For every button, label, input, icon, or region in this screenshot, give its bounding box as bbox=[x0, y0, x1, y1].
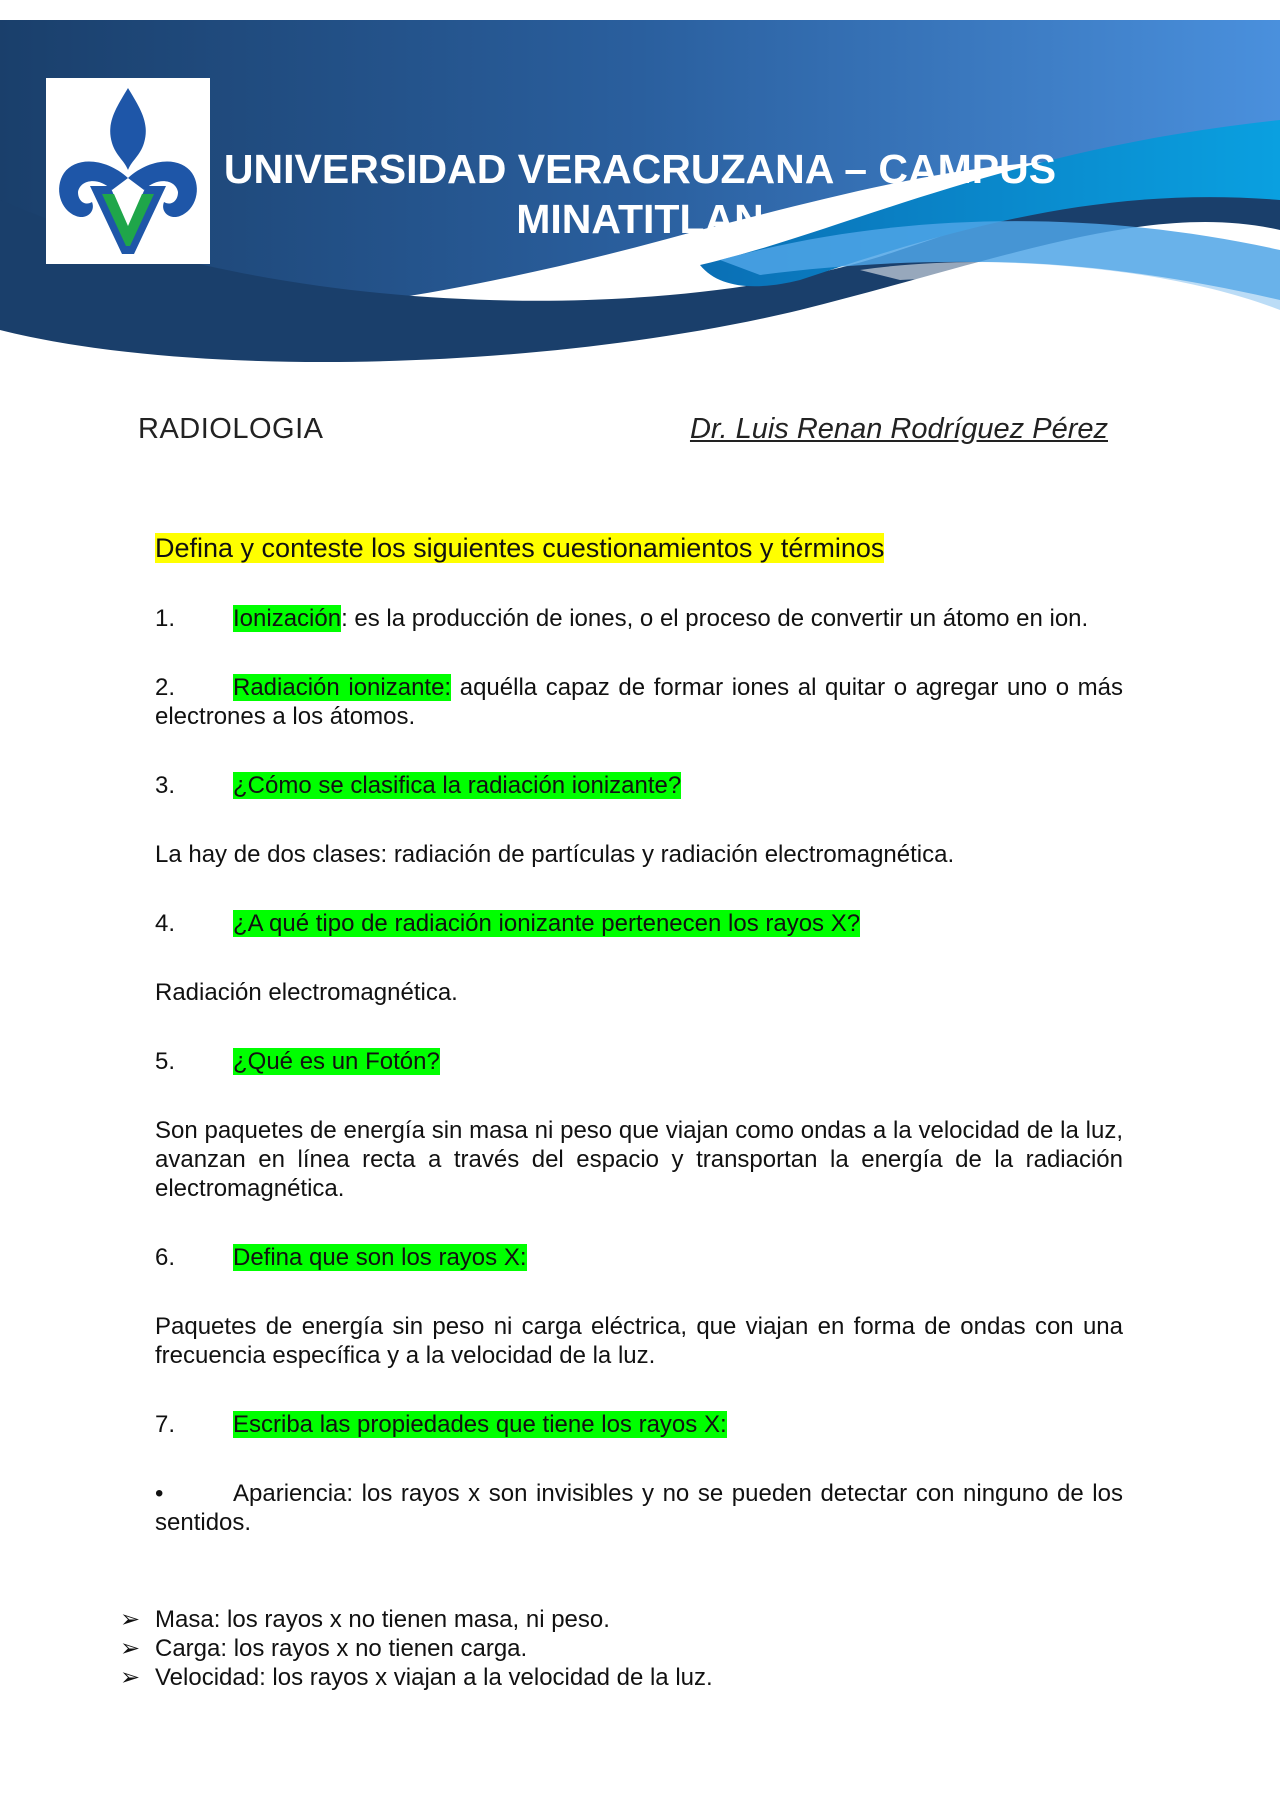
definition-text: aquélla capaz de formar iones al quitar o agregar uno o más electrones a los átomos. bbox=[155, 674, 1124, 730]
arrow-bullet-icon: ➢ bbox=[120, 1664, 141, 1691]
question-5 bbox=[155, 1047, 1123, 1076]
answer-3: La hay de dos clases: radiación de partículas y radiación electromagnética. bbox=[155, 841, 955, 868]
question-number: 5. bbox=[155, 1048, 176, 1075]
question-number: 7. bbox=[155, 1411, 176, 1438]
question-number: 2. bbox=[155, 674, 176, 701]
term-highlight: Ionización bbox=[233, 605, 342, 632]
university-title-line1: UNIVERSIDAD VERACRUZANA – CAMPUS bbox=[223, 146, 1057, 192]
question-highlight: Escriba las propiedades que tiene los rayos X: bbox=[233, 1411, 727, 1438]
question-number: 3. bbox=[155, 772, 176, 799]
question-7 bbox=[155, 1410, 1123, 1439]
arrow-bullet-icon: ➢ bbox=[120, 1635, 141, 1662]
list-item-text: Velocidad: los rayos x viajan a la velocidad de la luz. bbox=[155, 1664, 713, 1691]
question-highlight: ¿A qué tipo de radiación ionizante pertenecen los rayos X? bbox=[233, 910, 861, 937]
answer-6: Paquetes de energía sin peso ni carga eléctrica, que viajan en forma de ondas con una frecuencia específica y a la velocidad de la luz. bbox=[155, 1313, 1123, 1369]
subject-name: RADIOLOGIA bbox=[138, 413, 324, 445]
list-item-text: Masa: los rayos x no tienen masa, ni peso. bbox=[155, 1606, 610, 1633]
properties-list bbox=[120, 1605, 713, 1692]
arrow-bullet-icon: ➢ bbox=[120, 1606, 141, 1633]
teacher-name: Dr. Luis Renan Rodríguez Pérez bbox=[689, 413, 1108, 445]
document-body bbox=[155, 530, 1123, 1537]
university-logo bbox=[46, 78, 210, 264]
bullet-item bbox=[155, 1479, 1123, 1537]
question-4 bbox=[155, 909, 1123, 938]
list-item-text: Carga: los rayos x no tienen carga. bbox=[155, 1635, 528, 1662]
question-number: 1. bbox=[155, 605, 176, 632]
uv-fleur-de-lis-icon bbox=[46, 78, 210, 264]
answer-5: Son paquetes de energía sin masa ni peso que viajan como ondas a la velocidad de la luz, avanzan en línea recta a través del espacio y transportan la energía de la radiación electromagnética. bbox=[155, 1117, 1123, 1202]
question-highlight: ¿Qué es un Fotón? bbox=[233, 1048, 440, 1075]
question-1 bbox=[155, 604, 1123, 633]
question-number: 4. bbox=[155, 910, 176, 937]
term-highlight: Radiación ionizante: bbox=[233, 674, 452, 701]
question-number: 6. bbox=[155, 1244, 176, 1271]
question-6 bbox=[155, 1243, 1123, 1272]
instructions-heading bbox=[155, 530, 1123, 566]
bullet-icon: • bbox=[155, 1480, 164, 1507]
definition-text: : es la producción de iones, o el proceso de convertir un átomo en ion. bbox=[341, 605, 1089, 632]
instructions-text: Defina y conteste los siguientes cuestionamientos y términos bbox=[155, 533, 885, 563]
answer-4: Radiación electromagnética. bbox=[155, 979, 458, 1006]
question-2 bbox=[155, 673, 1123, 731]
list-item bbox=[120, 1663, 713, 1692]
question-3 bbox=[155, 771, 1123, 800]
list-item bbox=[120, 1634, 713, 1663]
university-title-line2: MINATITLAN bbox=[516, 196, 764, 242]
question-highlight: Defina que son los rayos X: bbox=[233, 1244, 527, 1271]
bullet-text: Apariencia: los rayos x son invisibles y no se pueden detectar con ninguno de los sentidos. bbox=[155, 1480, 1123, 1536]
university-title bbox=[200, 144, 1080, 244]
question-highlight: ¿Cómo se clasifica la radiación ionizante? bbox=[233, 772, 682, 799]
list-item bbox=[120, 1605, 713, 1634]
